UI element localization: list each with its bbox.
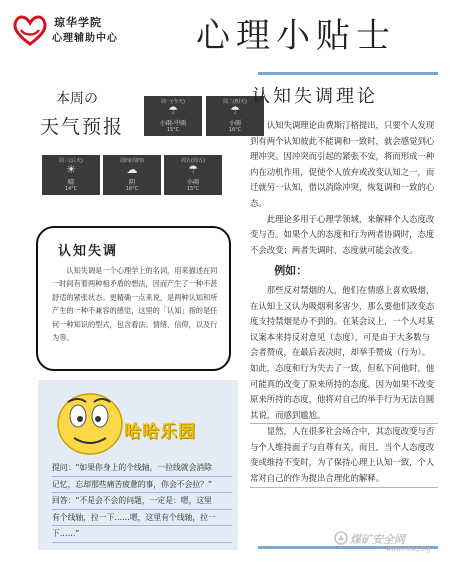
school-name: 琼华学院 <box>54 16 102 29</box>
humor-line: 回答：“不是会不会的问题，一定是：嗯，这里 <box>52 493 232 510</box>
article-paragraph-4: 显然，人在很多社会场合中，其态度改变与否与个人维持面子与自尊有关。而且，当个人态度改变或维持不变时，为了保持心理上认知一致，个人常对自己的作为提出合理化的解释。 <box>250 424 438 487</box>
weather-condition: 晴 <box>67 179 74 186</box>
school-logo-heart-icon <box>12 14 48 46</box>
example-label: 例如： <box>274 264 308 278</box>
cognitive-box-text: 认知失调是一个心理学上的名词，用来描述在同一时间有着两种相矛盾的想法，因而产生了一种不甚舒适的紧张状态。更精确一点来说，是两种认知和所产生的一种不兼容的感觉，这里的「认知」指的是任何一种知识的型式，包含看法、情绪、信仰，以及行为等。 <box>52 266 218 343</box>
humor-line: 提问：“如果你身上的个线轴，一拉线就会消除 <box>52 460 232 477</box>
cognitive-box-title: 认知失调 <box>58 244 119 259</box>
weather-card-day5 <box>164 155 222 195</box>
humor-line: 有个线轴，拉一下……嗯，这里有个线轴，拉一 <box>52 510 232 527</box>
weather-date: 周三(后天) <box>59 158 83 164</box>
weather-card-day4 <box>103 155 161 195</box>
page-title: 心理小贴士 <box>196 16 396 56</box>
weather-temp: 14°C <box>64 186 78 192</box>
humor-title: 哈哈乐园 <box>124 422 196 442</box>
rain-icon: ☂ <box>230 104 240 117</box>
article-paragraph-1: 认知失调理论由费斯汀格提出，只要个人发现到有两个认知彼此不能调和一致时，就会感觉到心理冲突。因冲突而引起的紧张不安，将而形成一种内在动机作用，促使个人放弃或改变认知之一，而迁就另一认知，借以消除冲突，恢复调和一致的心态。 <box>250 120 435 208</box>
weather-card-day1 <box>144 96 202 136</box>
center-name: 心理辅助中心 <box>52 33 118 44</box>
light-rain-icon: ☂ <box>188 163 198 176</box>
sunny-icon: ☀ <box>66 163 76 176</box>
weather-date: 周一(今天) <box>161 99 185 105</box>
weather-condition: 小雨 <box>228 120 241 127</box>
watermark-text: 煤矿安全网 <box>350 533 405 546</box>
article-body <box>250 118 438 488</box>
watermark-logo-icon <box>334 531 348 545</box>
weather-condition: 小雨 <box>186 179 199 186</box>
weather-temp: 15°C <box>186 186 200 192</box>
weather-date: 周五(周五) <box>181 158 205 164</box>
article-heading: 认知失调理论 <box>252 86 378 107</box>
weather-temp: 15°C <box>166 127 180 133</box>
weather-condition: 阴 <box>128 179 135 186</box>
humor-text <box>52 460 232 543</box>
weather-temp: 16°C <box>228 127 242 133</box>
weather-forecast-heading: 天气预报 <box>40 116 125 138</box>
watermark-url: www.mkaq.org <box>386 546 431 553</box>
weather-temp: 16°C <box>125 186 139 192</box>
humor-line: 下……” <box>52 526 232 543</box>
cloudy-icon: ☁ <box>126 163 138 176</box>
article-top-rule <box>258 72 438 75</box>
weather-date: 周二(明天) <box>223 99 247 105</box>
cartoon-face-icon <box>50 382 130 460</box>
weather-week-label: 本周の <box>56 91 98 107</box>
weather-card-day3 <box>42 155 100 195</box>
weather-condition: 小雨-中雨 <box>159 120 187 127</box>
article-paragraph-3: 那些反对禁烟的人，他们在情感上喜欢吸烟，在认知上又认为吸烟利多害少，那么要他们改变态度支持禁烟是办不到的。在某会议上，一个人对某议案本来持反对意见（态度），可是由于大多数与会者赞成，在最后表决时，却举手赞成（行为）。如此，态度和行为失去了一致，但私下问他时，他可能真的改变了原来所持的态度。因为如果不改变原来所持的态度，他将对自己的举手行为无法自圆其说，而感到尴尬。 <box>250 283 438 424</box>
thunder-rain-icon: ☂ <box>168 104 178 117</box>
article-paragraph-2: 此理论多用于心理学领域，来解释个人态度改变与否。如果个人的态度和行为两者协调时，态度不会改变；两者失调时，态度就可能会改变。 <box>250 213 435 255</box>
weather-date: 周四(周四) <box>120 158 144 164</box>
humor-line: 记忆，忘却那些痛苦疲惫的事，你会不会拉？” <box>52 477 232 494</box>
